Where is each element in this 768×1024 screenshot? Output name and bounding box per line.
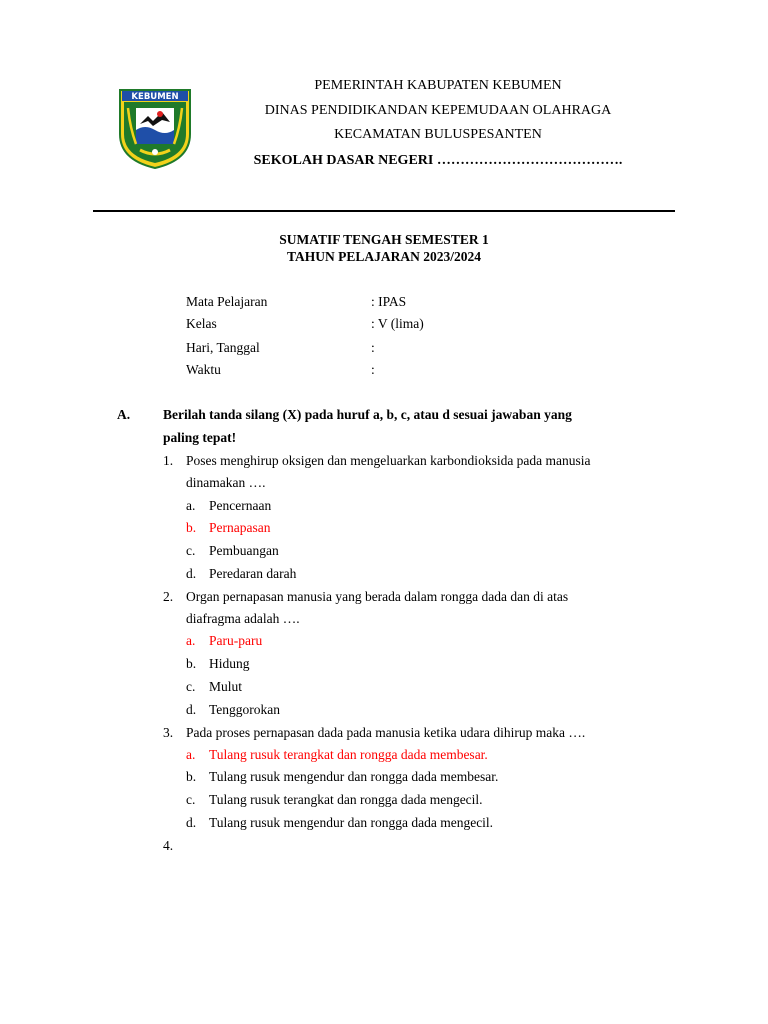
exam-year: TAHUN PELAJARAN 2023/2024 — [286, 249, 481, 264]
option-letter-answer: b. — [186, 520, 197, 535]
option-text-answer: Paru-paru — [209, 633, 263, 648]
info-label-date: Hari, Tanggal — [186, 340, 260, 355]
info-label-subject: Mata Pelajaran — [186, 294, 268, 309]
option-letter: d. — [186, 566, 197, 581]
option-text: Tenggorokan — [209, 702, 281, 717]
header-district: KECAMATAN BULUSPESANTEN — [334, 127, 542, 142]
info-value-date: : — [371, 340, 375, 355]
option-letter-answer: a. — [186, 747, 196, 762]
option-letter: d. — [186, 815, 197, 830]
section-letter: A. — [117, 407, 131, 422]
option-letter: c. — [186, 543, 196, 558]
header-government: PEMERINTAH KABUPATEN KEBUMEN — [314, 78, 562, 93]
info-label-time: Waktu — [186, 362, 221, 377]
header-agency: DINAS PENDIDIKANDAN KEPEMUDAAN OLAHRAGA — [264, 103, 612, 118]
option-text: Tulang rusuk mengendur dan rongga dada mengecil. — [209, 815, 494, 830]
question-text: Pada proses pernapasan dada pada manusia ketika udara dihirup maka …. — [186, 725, 586, 740]
question-text: dinamakan …. — [186, 475, 266, 490]
option-text: Mulut — [209, 679, 243, 694]
letterhead-divider — [93, 210, 675, 212]
info-value-time: : — [371, 362, 375, 377]
option-letter: a. — [186, 498, 196, 513]
question-text: Organ pernapasan manusia yang berada dalam rongga dada dan di atas — [186, 589, 569, 604]
option-text: Tulang rusuk terangkat dan rongga dada mengecil. — [209, 792, 483, 807]
option-text: Pembuangan — [209, 543, 279, 558]
option-letter: b. — [186, 656, 197, 671]
section-instruction-line2: paling tepat! — [163, 430, 237, 445]
option-text: Pencernaan — [209, 498, 272, 513]
option-letter: b. — [186, 769, 197, 784]
info-value-class: : V (lima) — [371, 316, 424, 331]
option-letter-answer: a. — [186, 633, 196, 648]
section-instruction-line1: Berilah tanda silang (X) pada huruf a, b, c, atau d sesuai jawaban yang — [163, 407, 572, 422]
option-letter: c. — [186, 792, 196, 807]
header-school: SEKOLAH DASAR NEGERI …………………………………. — [253, 153, 623, 168]
option-text: Tulang rusuk mengendur dan rongga dada membesar. — [209, 769, 499, 784]
info-value-subject: : IPAS — [371, 294, 407, 309]
option-text-answer: Pernapasan — [209, 520, 271, 535]
info-label-class: Kelas — [186, 316, 217, 331]
question-number: 4. — [163, 838, 174, 853]
option-letter: c. — [186, 679, 196, 694]
option-text: Hidung — [209, 656, 250, 671]
exam-title: SUMATIF TENGAH SEMESTER 1 — [279, 232, 489, 247]
question-number: 2. — [163, 589, 174, 604]
option-text: Peredaran darah — [209, 566, 297, 581]
question-number: 1. — [163, 453, 174, 468]
option-letter: d. — [186, 702, 197, 717]
option-text-answer: Tulang rusuk terangkat dan rongga dada membesar. — [209, 747, 488, 762]
question-number: 3. — [163, 725, 174, 740]
svg-text:KEBUMEN: KEBUMEN — [131, 92, 179, 102]
question-text: diafragma adalah …. — [186, 611, 300, 626]
question-text: Poses menghirup oksigen dan mengeluarkan karbondioksida pada manusia — [186, 453, 591, 468]
